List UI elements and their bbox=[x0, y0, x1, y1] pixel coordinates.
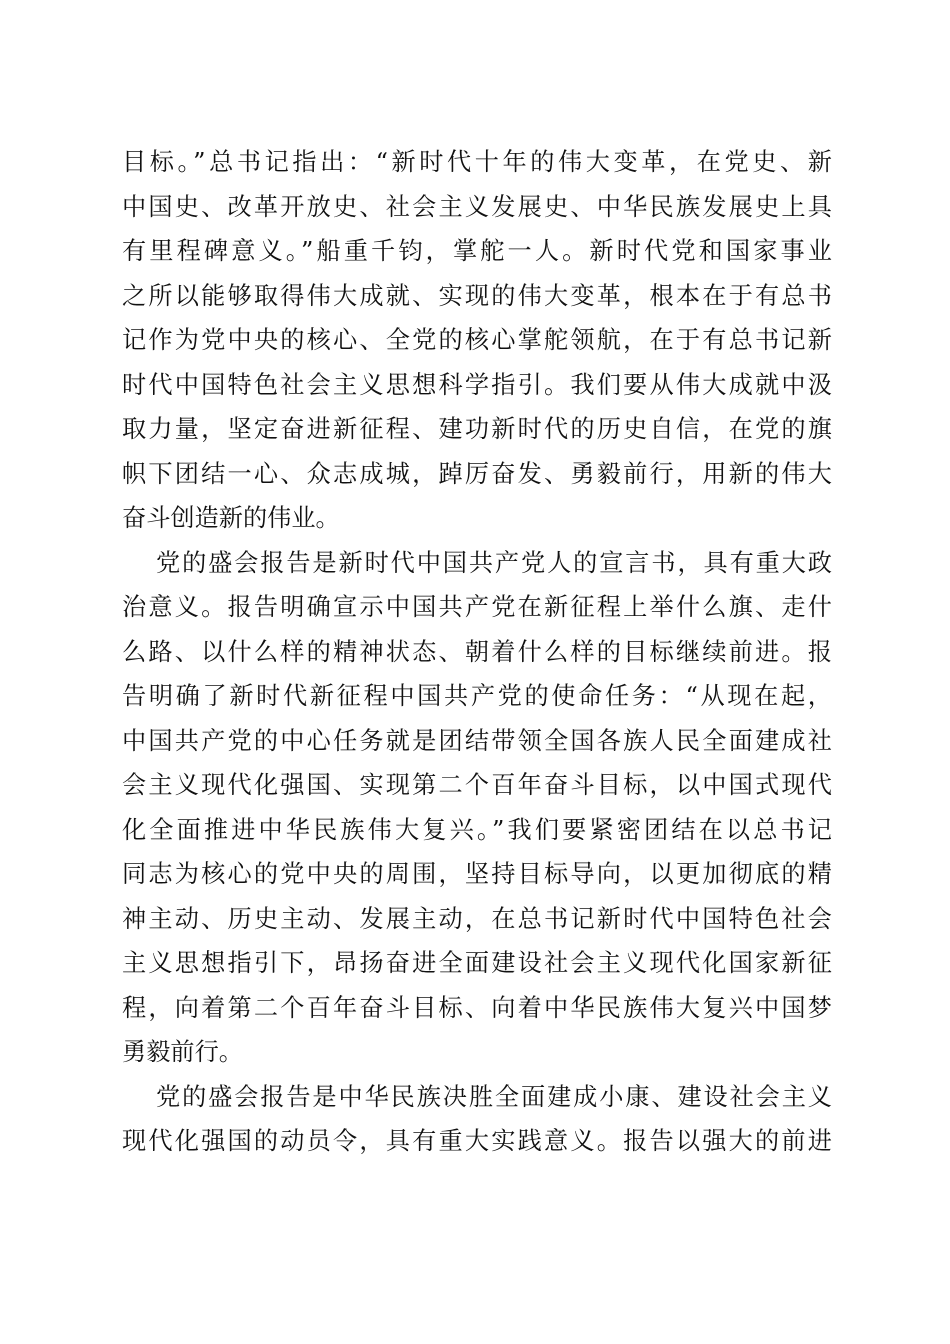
document-body bbox=[122, 140, 832, 1164]
text-line: 党的盛会报告是新时代中国共产党人的宣言书，具有重大政 bbox=[156, 548, 832, 577]
text-line: 记作为党中央的核心、全党的核心掌舵领航，在于有总书记新 bbox=[122, 326, 832, 354]
text-line: 有里程碑意义。”船重千钧，掌舵一人。新时代党和国家事业 bbox=[122, 237, 832, 265]
text-line: 中国史、改革开放史、社会主义发展史、中华民族发展史上具 bbox=[122, 192, 832, 221]
paragraph-3 bbox=[122, 1075, 832, 1164]
text-line: 么路、以什么样的精神状态、朝着什么样的目标继续前进。报 bbox=[122, 637, 832, 666]
text-line: 现代化强国的动员令，具有重大实践意义。报告以强大的前进 bbox=[122, 1127, 832, 1155]
text-line: 目标。”总书记指出：“新时代十年的伟大变革，在党史、新 bbox=[122, 148, 832, 176]
text-line: 之所以能够取得伟大成就、实现的伟大变革，根本在于有总书 bbox=[122, 281, 832, 310]
text-line: 时代中国特色社会主义思想科学指引。我们要从伟大成就中汲 bbox=[122, 370, 832, 399]
text-line: 化全面推进中华民族伟大复兴。”我们要紧密团结在以总书记 bbox=[122, 815, 832, 844]
text-line: 帜下团结一心、众志成城，踔厉奋发、勇毅前行，用新的伟大 bbox=[122, 459, 832, 488]
text-line: 治意义。报告明确宣示中国共产党在新征程上举什么旗、走什 bbox=[122, 593, 832, 621]
text-line: 取力量，坚定奋进新征程、建功新时代的历史自信，在党的旗 bbox=[122, 415, 832, 443]
text-line: 主义思想指引下，昂扬奋进全面建设社会主义现代化国家新征 bbox=[122, 949, 832, 977]
paragraph-1 bbox=[122, 140, 832, 541]
text-line: 会主义现代化强国、实现第二个百年奋斗目标，以中国式现代 bbox=[122, 771, 832, 799]
text-line: 同志为核心的党中央的周围，坚持目标导向，以更加彻底的精 bbox=[122, 860, 832, 888]
text-line: 神主动、历史主动、发展主动，在总书记新时代中国特色社会 bbox=[122, 904, 832, 933]
text-line: 程，向着第二个百年奋斗目标、向着中华民族伟大复兴中国梦 bbox=[122, 993, 832, 1022]
paragraph-2 bbox=[122, 541, 832, 1075]
text-line: 奋斗创造新的伟业。 bbox=[122, 504, 340, 532]
text-line: 告明确了新时代新征程中国共产党的使命任务：“从现在起， bbox=[122, 682, 832, 710]
text-line: 中国共产党的中心任务就是团结带领全国各族人民全面建成社 bbox=[122, 726, 832, 755]
text-line: 勇毅前行。 bbox=[122, 1038, 243, 1066]
text-line: 党的盛会报告是中华民族决胜全面建成小康、建设社会主义 bbox=[156, 1082, 832, 1111]
